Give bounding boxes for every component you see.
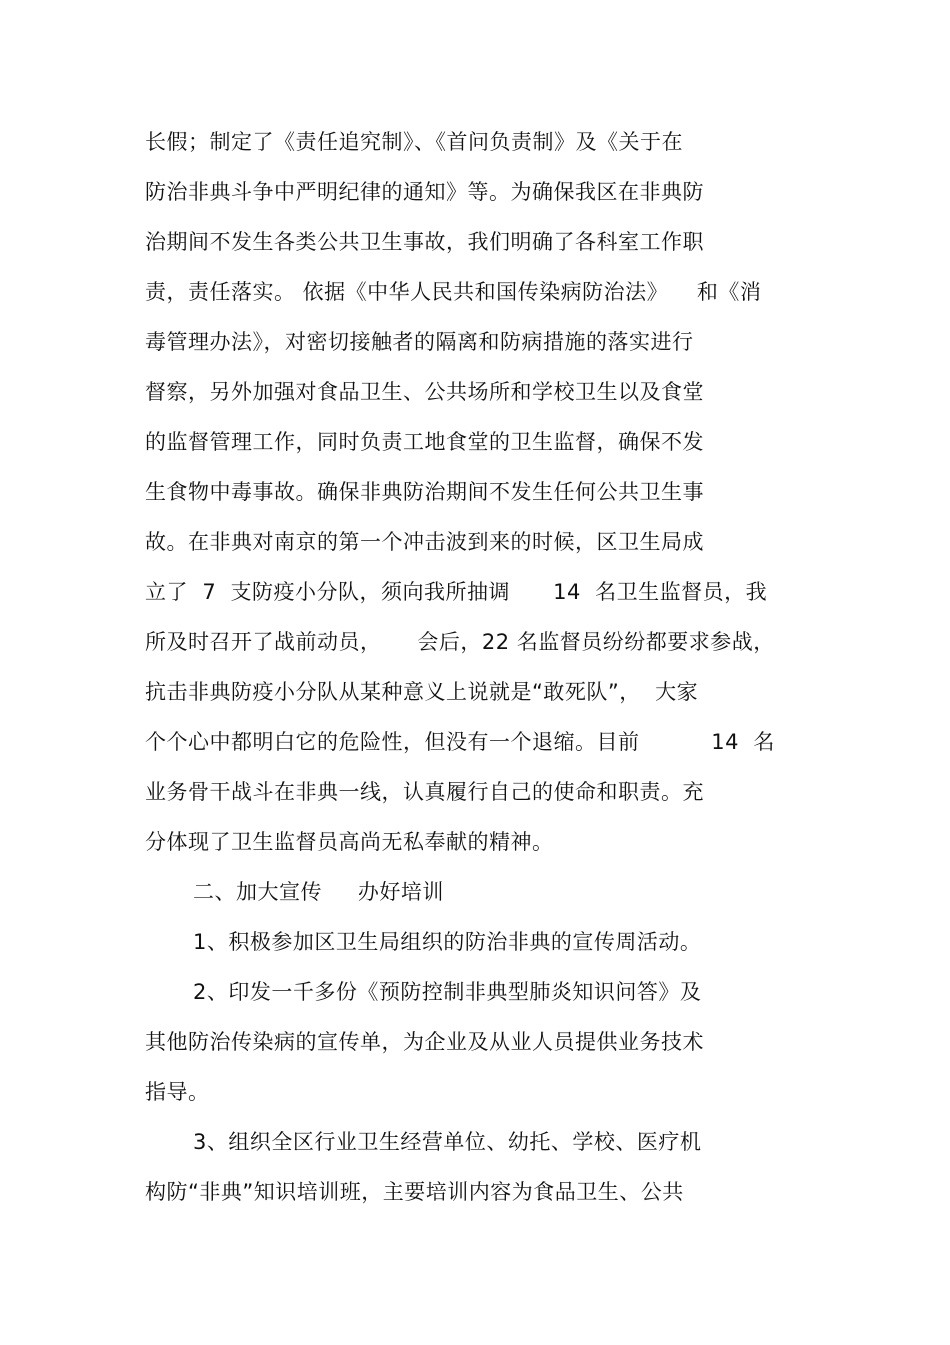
text-line: 其他防治传染病的宣传单，为企业及从业人员提供业务技术 — [145, 1030, 704, 1054]
text-line: 构防“非典”知识培训班，主要培训内容为食品卫生、公共 — [145, 1180, 684, 1204]
list-item: 3、组织全区行业卫生经营单位、幼托、学校、医疗机 — [193, 1130, 702, 1154]
list-item: 1、积极参加区卫生局组织的防治非典的宣传周活动。 — [193, 930, 702, 954]
text-line: 业务骨干战斗在非典一线，认真履行自己的使命和职责。充 — [145, 780, 704, 804]
text-line: 立了 7 支防疫小分队，须向我所抽调 14 名卫生监督员，我 — [145, 580, 768, 604]
text-line: 长假；制定了《责任追究制》、《首问负责制》及《关于在 — [145, 130, 683, 154]
text-line: 督察，另外加强对食品卫生、公共场所和学校卫生以及食堂 — [145, 380, 704, 404]
text-line: 毒管理办法》，对密切接触者的隔离和防病措施的落实进行 — [145, 330, 694, 354]
text-line: 的监督管理工作，同时负责工地食堂的卫生监督，确保不发 — [145, 430, 704, 454]
section-heading: 二、加大宣传 办好培训 — [193, 880, 444, 904]
text-line: 治期间不发生各类公共卫生事故，我们明确了各科室工作职 — [145, 230, 704, 254]
text-line: 抗击非典防疫小分队从某种意义上说就是“敢死队”， 大家 — [145, 680, 699, 704]
text-line: 故。在非典对南京的第一个冲击波到来的时候，区卫生局成 — [145, 530, 704, 554]
text-line: 分体现了卫生监督员高尚无私奉献的精神。 — [145, 830, 554, 854]
text-line: 所及时召开了战前动员， 会后，22 名监督员纷纷都要求参战， — [145, 630, 775, 654]
list-item: 2、印发一千多份《预防控制非典型肺炎知识问答》及 — [193, 980, 702, 1004]
text-line: 个个心中都明白它的危险性，但没有一个退缩。目前 14 名 — [145, 730, 775, 754]
text-line: 生食物中毒事故。确保非典防治期间不发生任何公共卫生事 — [145, 480, 704, 504]
text-line: 防治非典斗争中严明纪律的通知》等。为确保我区在非典防 — [145, 180, 704, 204]
text-line: 指导。 — [145, 1080, 210, 1104]
text-line: 责，责任落实。 依据《中华人民共和国传染病防治法》 和《消 — [145, 280, 762, 304]
